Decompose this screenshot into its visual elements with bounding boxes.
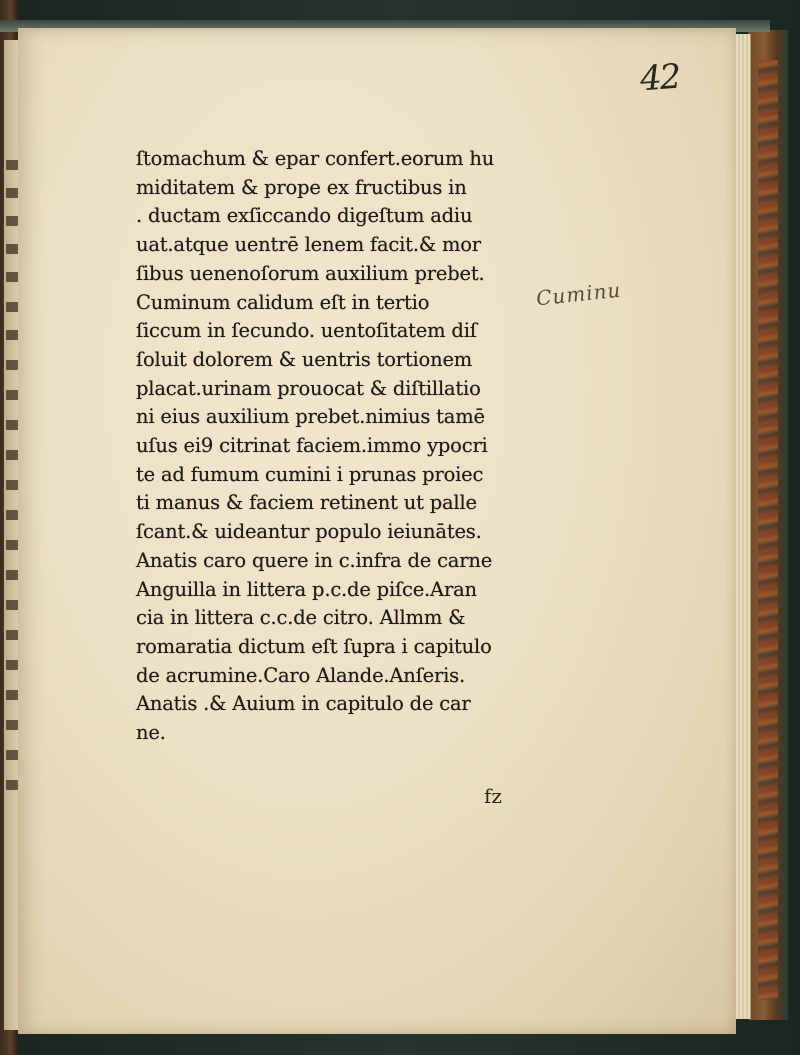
folio-number: 42 (638, 56, 681, 100)
text-line: . ductam exſiccando digeſtum adiu (136, 204, 473, 228)
text-line: cia in littera c.c.de citro. Allmm & (136, 606, 466, 630)
text-line: ſibus uenenoſorum auxilium prebet. (136, 261, 485, 285)
signature-mark: fz (484, 784, 502, 808)
text-line: ſiccum in ſecundo. uentoſitatem diſ (136, 319, 477, 343)
text-line: ni eius auxilium prebet.nimius tamē (136, 405, 485, 429)
marbled-cover-edge (758, 60, 778, 1000)
text-line: ſcant.& uideantur populo ieiunātes. (136, 520, 482, 544)
text-line: ti manus & faciem retinent ut palle (136, 491, 477, 515)
text-line: de acrumine.Caro Alande.Anſeris. (136, 663, 465, 687)
marginal-note: Cuminu (534, 277, 623, 311)
text-line: te ad fumum cumini i prunas proiec (136, 462, 484, 486)
text-line: romaratia dictum eſt ſupra i capitulo (136, 634, 492, 658)
text-line: Cuminum calidum eſt in tertio (136, 290, 430, 314)
text-column (136, 145, 516, 748)
text-line: placat.urinam prouocat & diſtillatio (136, 376, 481, 400)
text-line: uat.atque uentrē lenem facit.& mor (136, 233, 481, 257)
text-line: uſus ei9 citrinat faciem.immo ypocri (136, 434, 488, 458)
text-line: ne. (136, 721, 166, 745)
text-line: Anatis caro quere in c.infra de carne (136, 548, 493, 572)
text-line: ſoluit dolorem & uentris tortionem (136, 347, 473, 371)
text-line: Anatis .& Auium in capitulo de car (136, 692, 471, 716)
text-line: Anguilla in littera p.c.de piſce.Aran (136, 577, 477, 601)
text-line: miditatem & prope ex fructibus in (136, 175, 467, 199)
text-line: ſtomachum & epar confert.eorum hu (136, 147, 495, 170)
